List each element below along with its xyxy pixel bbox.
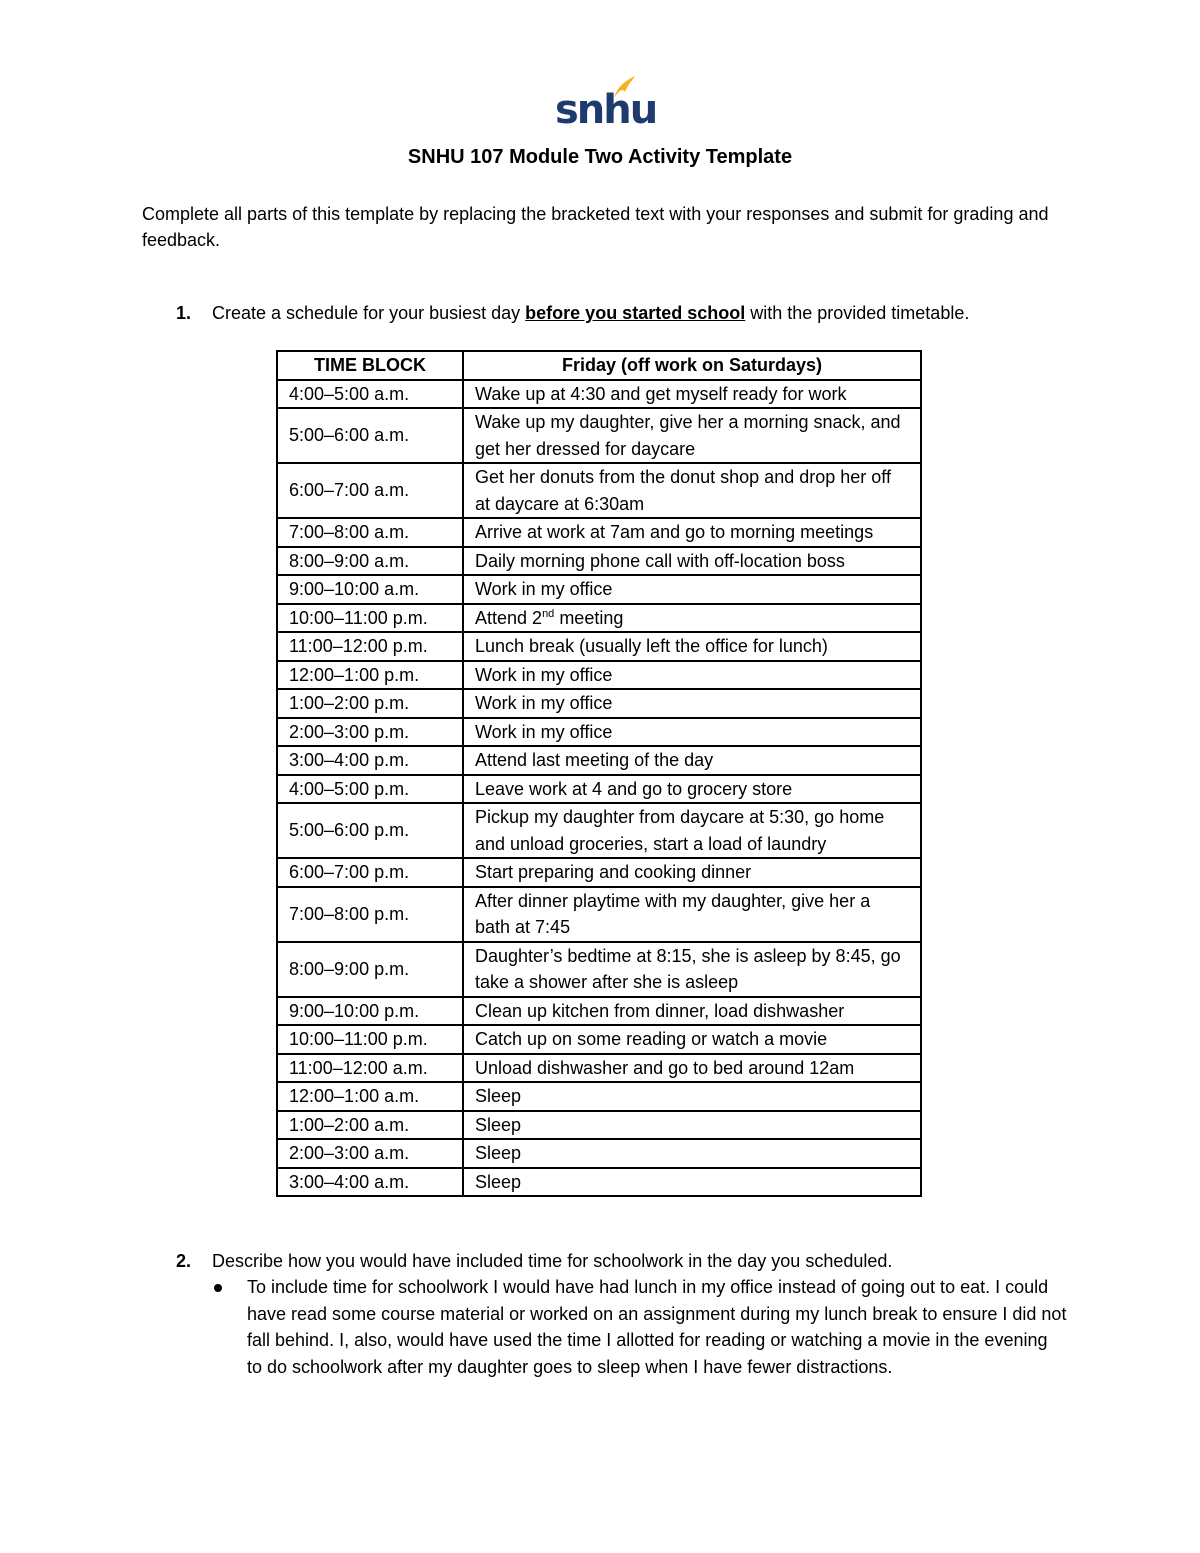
schedule-table — [276, 350, 922, 1197]
table-row — [277, 942, 921, 997]
question-2-text: Describe how you would have included time for schoolwork in the day you scheduled. — [212, 1251, 893, 1271]
activity-cell: Clean up kitchen from dinner, load dishwasher — [463, 997, 921, 1026]
bullet-icon — [214, 1284, 222, 1292]
table-row — [277, 380, 921, 409]
question-1-number: 1. — [176, 303, 192, 323]
table-row — [277, 518, 921, 547]
flame-icon — [611, 74, 637, 100]
activity-cell: Work in my office — [463, 661, 921, 690]
table-row — [277, 775, 921, 804]
time-block-cell: 12:00–1:00 p.m. — [277, 661, 463, 690]
table-row — [277, 858, 921, 887]
time-block-cell: 2:00–3:00 a.m. — [277, 1139, 463, 1168]
activity-cell: Pickup my daughter from daycare at 5:30, go home and unload groceries, start a load of laundry — [463, 803, 921, 858]
time-block-cell: 6:00–7:00 a.m. — [277, 463, 463, 518]
table-row — [277, 575, 921, 604]
time-block-cell: 8:00–9:00 a.m. — [277, 547, 463, 576]
activity-cell: Catch up on some reading or watch a movie — [463, 1025, 921, 1054]
page-title: SNHU 107 Module Two Activity Template — [407, 146, 793, 168]
time-block-cell: 8:00–9:00 p.m. — [277, 942, 463, 997]
time-block-cell: 5:00–6:00 p.m. — [277, 803, 463, 858]
table-row — [277, 408, 921, 463]
activity-cell: Sleep — [463, 1168, 921, 1197]
activity-cell: Attend 2nd meeting — [463, 604, 921, 633]
table-row — [277, 547, 921, 576]
table-row — [277, 661, 921, 690]
activity-cell: Daily morning phone call with off-location boss — [463, 547, 921, 576]
time-block-cell: 10:00–11:00 p.m. — [277, 1025, 463, 1054]
activity-cell: Wake up my daughter, give her a morning snack, and get her dressed for daycare — [463, 408, 921, 463]
time-block-cell: 3:00–4:00 a.m. — [277, 1168, 463, 1197]
time-block-cell: 9:00–10:00 a.m. — [277, 575, 463, 604]
table-row — [277, 1054, 921, 1083]
table-row — [277, 1082, 921, 1111]
table-row — [277, 718, 921, 747]
question-1-text-before: Create a schedule for your busiest day — [212, 303, 526, 323]
time-block-cell: 9:00–10:00 p.m. — [277, 997, 463, 1026]
activity-cell: After dinner playtime with my daughter, give her a bath at 7:45 — [463, 887, 921, 942]
intro-paragraph: Complete all parts of this template by replacing the bracketed text with your responses and submit for grading and feedback. — [142, 204, 1049, 250]
time-block-cell: 7:00–8:00 p.m. — [277, 887, 463, 942]
activity-cell: Attend last meeting of the day — [463, 746, 921, 775]
question-2-answer: To include time for schoolwork I would have had lunch in my office instead of going out to eat. I could have read some course material or worked on an assignment during my lunch break to ensure I did not fall behind. I, also, would have used the time I allotted for reading or watching a movie in the evening to do schoolwork after my daughter goes to sleep when I have fewer distractions. — [247, 1277, 1067, 1377]
table-row — [277, 1111, 921, 1140]
activity-cell: Wake up at 4:30 and get myself ready for work — [463, 380, 921, 409]
table-row — [277, 803, 921, 858]
time-block-cell: 11:00–12:00 p.m. — [277, 632, 463, 661]
time-block-cell: 12:00–1:00 a.m. — [277, 1082, 463, 1111]
activity-cell: Work in my office — [463, 575, 921, 604]
table-row — [277, 1025, 921, 1054]
time-block-cell: 1:00–2:00 p.m. — [277, 689, 463, 718]
table-row — [277, 689, 921, 718]
snhu-logo — [555, 74, 657, 133]
time-block-cell: 4:00–5:00 a.m. — [277, 380, 463, 409]
header-time-block: TIME BLOCK — [277, 351, 463, 380]
time-block-cell: 3:00–4:00 p.m. — [277, 746, 463, 775]
table-row — [277, 746, 921, 775]
table-row — [277, 463, 921, 518]
time-block-cell: 4:00–5:00 p.m. — [277, 775, 463, 804]
activity-cell: Daughter’s bedtime at 8:15, she is asleep by 8:45, go take a shower after she is asleep — [463, 942, 921, 997]
time-block-cell: 11:00–12:00 a.m. — [277, 1054, 463, 1083]
activity-cell: Leave work at 4 and go to grocery store — [463, 775, 921, 804]
activity-cell: Start preparing and cooking dinner — [463, 858, 921, 887]
table-row — [277, 887, 921, 942]
activity-cell: Get her donuts from the donut shop and drop her off at daycare at 6:30am — [463, 463, 921, 518]
activity-cell: Work in my office — [463, 689, 921, 718]
activity-cell: Sleep — [463, 1111, 921, 1140]
time-block-cell: 5:00–6:00 a.m. — [277, 408, 463, 463]
activity-cell: Sleep — [463, 1139, 921, 1168]
table-row — [277, 632, 921, 661]
table-row — [277, 1139, 921, 1168]
activity-cell: Unload dishwasher and go to bed around 12am — [463, 1054, 921, 1083]
activity-cell: Arrive at work at 7am and go to morning meetings — [463, 518, 921, 547]
activity-cell: Sleep — [463, 1082, 921, 1111]
question-1-text — [212, 301, 969, 326]
table-row — [277, 604, 921, 633]
time-block-cell: 7:00–8:00 a.m. — [277, 518, 463, 547]
header-day: Friday (off work on Saturdays) — [463, 351, 921, 380]
question-2-number: 2. — [176, 1251, 192, 1271]
time-block-cell: 6:00–7:00 p.m. — [277, 858, 463, 887]
time-block-cell: 1:00–2:00 a.m. — [277, 1111, 463, 1140]
question-1-emphasis: before you started school — [525, 303, 746, 323]
activity-cell: Work in my office — [463, 718, 921, 747]
logo-wordmark: snhu — [555, 87, 657, 133]
time-block-cell: 2:00–3:00 p.m. — [277, 718, 463, 747]
activity-cell: Lunch break (usually left the office for lunch) — [463, 632, 921, 661]
time-block-cell: 10:00–11:00 p.m. — [277, 604, 463, 633]
table-row — [277, 997, 921, 1026]
table-row — [277, 1168, 921, 1197]
table-header-row — [277, 351, 921, 380]
question-1-text-after: with the provided timetable. — [745, 303, 970, 323]
